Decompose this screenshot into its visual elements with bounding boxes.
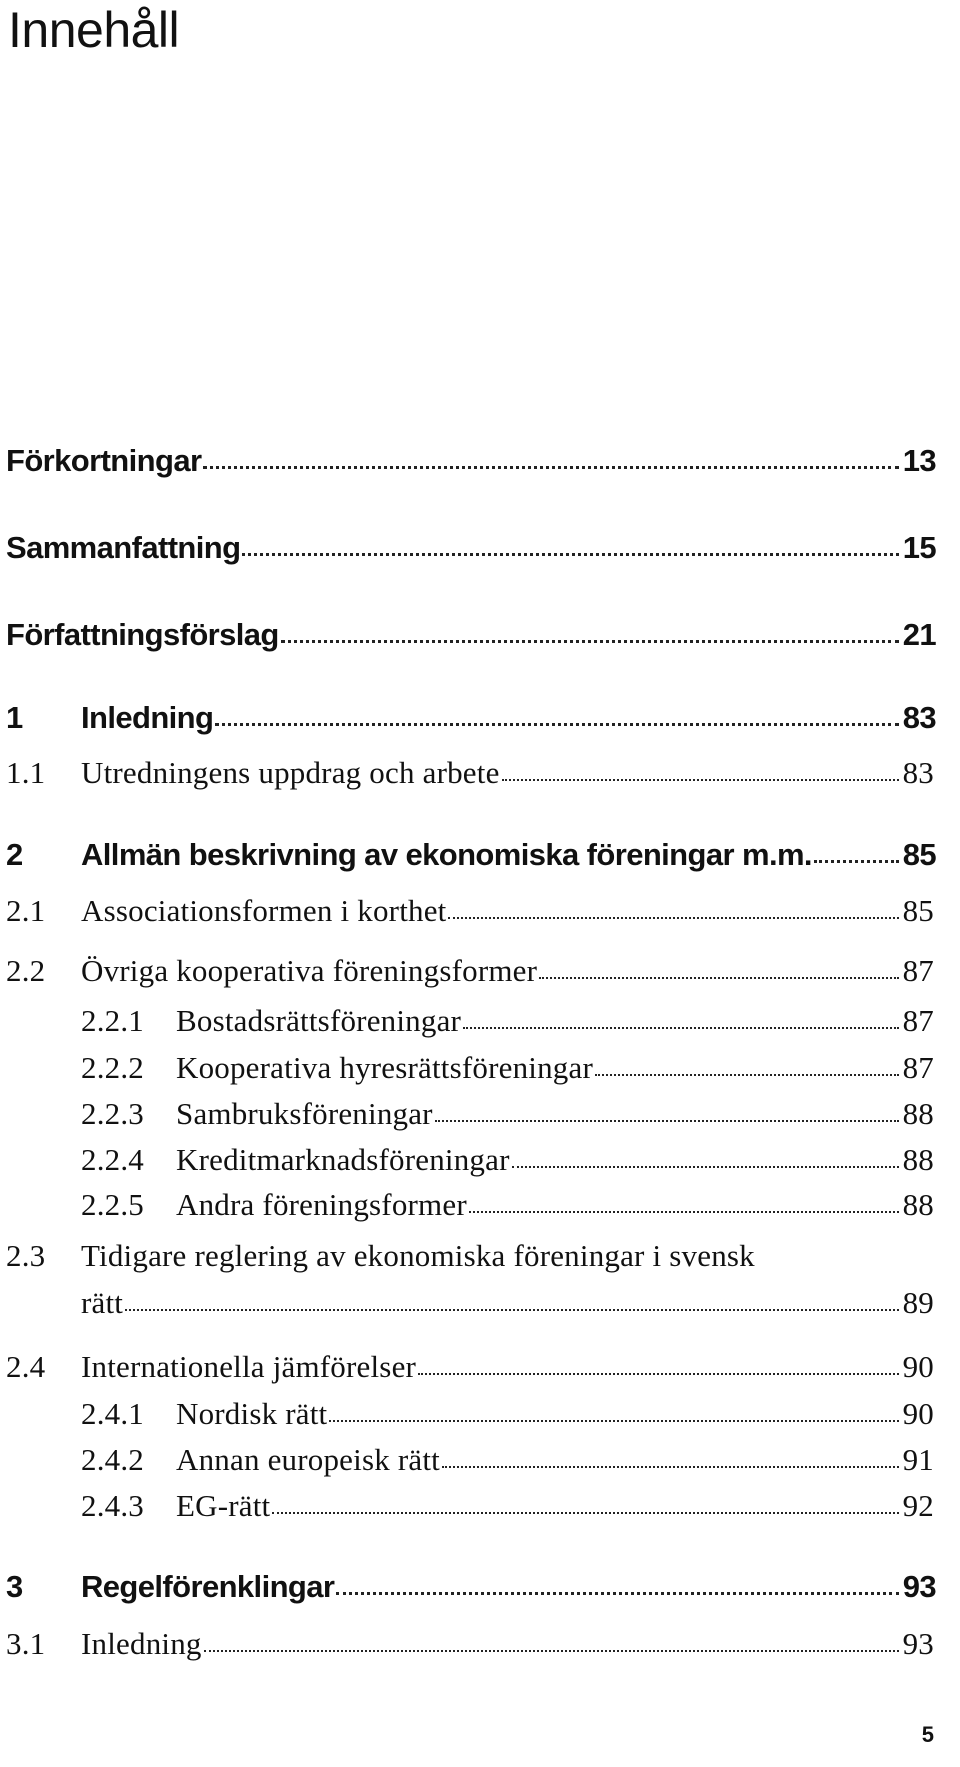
toc-entry-number: 2.4.1 <box>81 1396 144 1431</box>
toc-entry-section-2-4-3[interactable] <box>81 1488 934 1524</box>
toc-entry-title: Nordisk rätt <box>176 1396 328 1431</box>
toc-entry-page: 83 <box>902 700 936 735</box>
toc-entry-number: 2.2.2 <box>81 1050 144 1085</box>
toc-entry-number: 2 <box>6 837 23 872</box>
toc-entry-section-2-4[interactable] <box>6 1349 934 1385</box>
toc-entry-section-2-4-2[interactable] <box>81 1442 934 1478</box>
dot-leader <box>448 917 898 919</box>
dot-leader <box>336 1592 898 1595</box>
toc-entry-page: 85 <box>902 837 936 872</box>
toc-entry-title: Sammanfattning <box>6 530 241 565</box>
toc-entry-title: Kreditmarknadsföreningar <box>176 1142 510 1177</box>
toc-entry-page: 88 <box>902 1096 934 1131</box>
toc-entry-page: 85 <box>902 893 934 928</box>
toc-entry-number: 3 <box>6 1569 23 1604</box>
dot-leader <box>204 1650 899 1652</box>
dot-leader <box>595 1074 899 1076</box>
dot-leader <box>539 977 898 979</box>
toc-entry-title: Inledning <box>81 1626 202 1661</box>
toc-entry-title: Allmän beskrivning av ekonomiska föreningar m.m. <box>81 837 812 872</box>
toc-entry-page: 93 <box>902 1569 936 1604</box>
toc-entry-page: 90 <box>902 1396 934 1431</box>
toc-entry-forkortningar[interactable] <box>6 443 936 479</box>
toc-entry-title: Förkortningar <box>6 443 202 478</box>
dot-leader <box>203 466 898 469</box>
dot-leader <box>272 1512 898 1514</box>
toc-entry-number: 2.2.1 <box>81 1003 144 1038</box>
toc-entry-title: Utredningens uppdrag och arbete <box>81 755 500 790</box>
toc-entry-chapter-2[interactable] <box>6 837 936 873</box>
page-number: 5 <box>921 1722 934 1747</box>
toc-entry-chapter-3[interactable] <box>6 1569 936 1605</box>
dot-leader <box>435 1120 899 1122</box>
dot-leader <box>469 1211 899 1213</box>
toc-entry-section-2-2-2[interactable] <box>81 1050 934 1086</box>
dot-leader <box>463 1027 899 1029</box>
dot-leader <box>814 860 899 863</box>
toc-entry-title-continuation: rätt <box>81 1285 124 1320</box>
page-title: Innehåll <box>8 2 180 58</box>
toc-entry-page: 87 <box>902 1050 934 1085</box>
dot-leader <box>512 1166 899 1168</box>
dot-leader <box>281 640 899 643</box>
toc-entry-number: 3.1 <box>6 1626 46 1661</box>
toc-entry-section-2-3-continuation[interactable] <box>81 1285 934 1321</box>
dot-leader <box>502 779 899 781</box>
toc-entry-section-2-4-1[interactable] <box>81 1396 934 1432</box>
toc-entry-page: 83 <box>902 755 934 790</box>
toc-entry-section-2-2-3[interactable] <box>81 1096 934 1132</box>
toc-entry-title: EG-rätt <box>176 1488 271 1523</box>
toc-entry-number: 2.2.5 <box>81 1187 144 1222</box>
toc-entry-page: 91 <box>902 1442 934 1477</box>
dot-leader <box>125 1309 898 1311</box>
toc-entry-page: 92 <box>902 1488 934 1523</box>
toc-entry-title: Tidigare reglering av ekonomiska föreningar i svensk <box>81 1238 755 1273</box>
toc-entry-number: 1.1 <box>6 755 46 790</box>
toc-entry-title: Inledning <box>81 700 214 735</box>
toc-entry-number: 2.4.3 <box>81 1488 144 1523</box>
toc-entry-page: 15 <box>902 530 936 565</box>
toc-entry-title: Författningsförslag <box>6 617 279 652</box>
toc-entry-title: Bostadsrättsföreningar <box>176 1003 462 1038</box>
toc-entry-section-3-1[interactable] <box>6 1626 934 1662</box>
toc-entry-number: 1 <box>6 700 23 735</box>
toc-entry-page: 13 <box>902 443 936 478</box>
toc-entry-number: 2.4 <box>6 1349 46 1384</box>
toc-entry-page: 89 <box>902 1285 934 1320</box>
toc-entry-title: Regelförenklingar <box>81 1569 335 1604</box>
toc-entry-page: 93 <box>902 1626 934 1661</box>
toc-entry-number: 2.2 <box>6 953 46 988</box>
dot-leader <box>418 1373 899 1375</box>
toc-entry-number: 2.4.2 <box>81 1442 144 1477</box>
toc-entry-page: 87 <box>902 1003 934 1038</box>
toc-entry-forfattningsforslag[interactable] <box>6 617 936 653</box>
toc-entry-title: Kooperativa hyresrättsföreningar <box>176 1050 593 1085</box>
toc-entry-section-2-1[interactable] <box>6 893 934 929</box>
dot-leader <box>242 553 898 556</box>
toc-entry-page: 88 <box>902 1187 934 1222</box>
toc-entry-page: 88 <box>902 1142 934 1177</box>
toc-entry-title: Sambruksföreningar <box>176 1096 433 1131</box>
toc-entry-chapter-1[interactable] <box>6 700 936 736</box>
toc-entry-section-2-2-4[interactable] <box>81 1142 934 1178</box>
toc-entry-number: 2.1 <box>6 893 46 928</box>
toc-entry-number: 2.2.4 <box>81 1142 144 1177</box>
toc-entry-title: Associationsformen i korthet <box>81 893 447 928</box>
toc-entry-title: Internationella jämförelser <box>81 1349 417 1384</box>
toc-entry-section-2-2-5[interactable] <box>81 1187 934 1223</box>
toc-entry-sammanfattning[interactable] <box>6 530 936 566</box>
dot-leader <box>442 1466 899 1468</box>
toc-entry-number: 2.3 <box>6 1238 46 1273</box>
toc-entry-section-2-2[interactable] <box>6 953 934 989</box>
toc-entry-section-2-3[interactable] <box>6 1238 755 1274</box>
toc-entry-page: 90 <box>902 1349 934 1384</box>
dot-leader <box>215 723 898 726</box>
toc-entry-section-2-2-1[interactable] <box>81 1003 934 1039</box>
toc-entry-page: 87 <box>902 953 934 988</box>
toc-entry-number: 2.2.3 <box>81 1096 144 1131</box>
toc-entry-page: 21 <box>902 617 936 652</box>
toc-entry-title: Övriga kooperativa föreningsformer <box>81 953 538 988</box>
toc-entry-title: Andra föreningsformer <box>176 1187 467 1222</box>
toc-entry-section-1-1[interactable] <box>6 755 934 791</box>
toc-entry-title: Annan europeisk rätt <box>176 1442 440 1477</box>
dot-leader <box>329 1420 898 1422</box>
